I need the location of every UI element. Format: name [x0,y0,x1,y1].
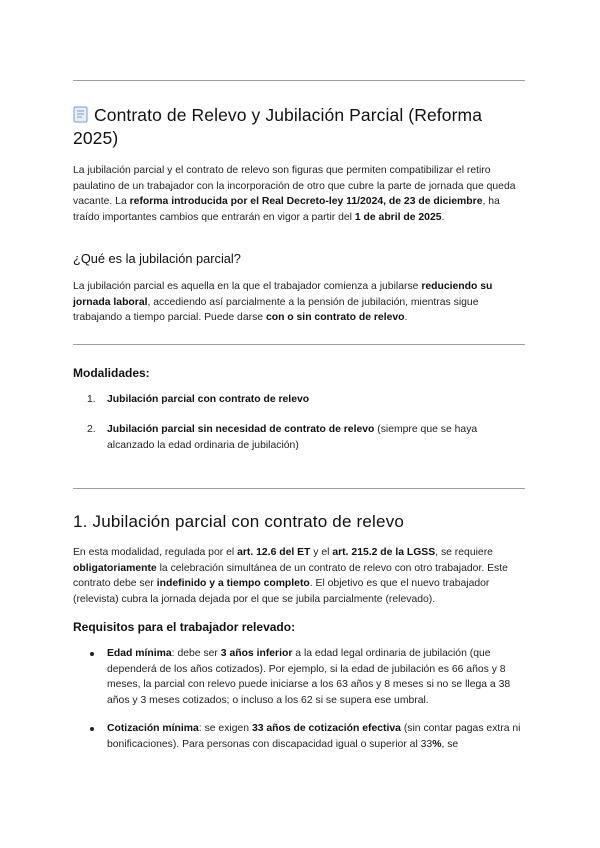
divider [73,344,525,345]
section-heading: 1. Jubilación parcial con contrato de relevo [73,512,405,531]
page-title [73,104,525,150]
what-paragraph: La jubilación parcial es aquella en la que el trabajador comienza a jubilarse reduciendo su jornada laboral, accediendo así parcialmente a la pensión de jubilación, mientras sigue trabajando a tiempo parcial. Puede darse con o sin contrato de relevo. [73,281,493,324]
divider [73,80,525,81]
title-text: Contrato de Relevo y Jubilación Parcial (Reforma 2025) [73,105,483,148]
intro-paragraph: La jubilación parcial y el contrato de relevo son figuras que permiten compatibilizar el retiro paulatino de un trabajador con la incorporación de otro que cubre la parte de jornada que queda vacante. La reforma introducida por el Real Decreto-ley 11/2024, de 23 de diciembre, ha traído importantes cambios que entrarán en vigor a partir del 1 de abril de 2025. [73,165,516,223]
requisitos-heading: Requisitos para el trabajador relevado: [73,620,296,634]
document-icon [73,106,88,123]
section-paragraph: En esta modalidad, regulada por el art. 12.6 del ET y el art. 215.2 de la LGSS, se requiere obligatoriamente la celebración simultánea de un contrato de relevo con otro trabajador. Este contrato debe ser indefinido y a tiempo completo. El objetivo es que el nuevo trabajador (relevista) cubra la jornada dejada por el que se jubila parcialmente (relevado). [73,547,508,605]
what-heading: ¿Qué es la jubilación parcial? [73,251,241,266]
divider [73,488,525,489]
bullet-icon [90,727,94,731]
modalidades-heading: Modalidades: [73,366,150,380]
bullet-icon [90,652,94,656]
